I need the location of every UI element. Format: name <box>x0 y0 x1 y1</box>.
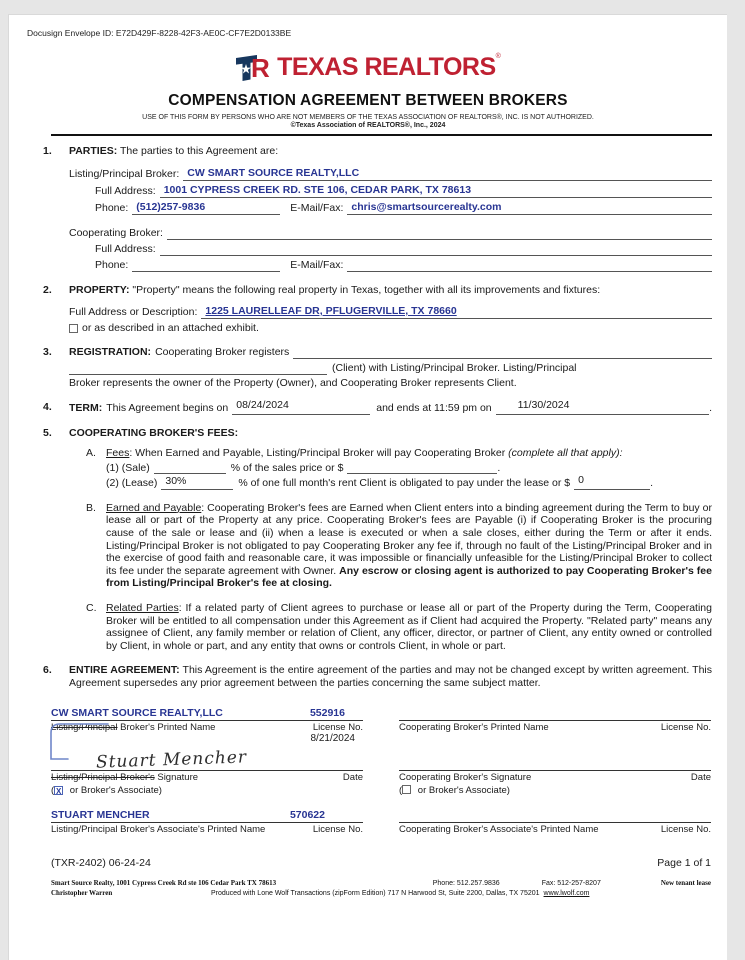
listing-address-label: Full Address: <box>95 185 156 197</box>
associate-license-label: License No. <box>312 824 363 836</box>
fees-term: Fees <box>106 447 130 459</box>
item-letter: B. <box>86 501 96 514</box>
listing-associate-checkbox[interactable]: X <box>56 787 62 797</box>
paren-open: ( <box>399 785 403 797</box>
coop-associate-checkbox[interactable] <box>402 785 411 794</box>
coop-printed-name-label: Cooperating Broker's Printed Name <box>399 722 549 734</box>
field-registered-client-2[interactable] <box>69 363 327 375</box>
exhibit-label: or as described in an attached exhibit. <box>82 322 259 334</box>
section-term-label: TERM: <box>69 402 103 414</box>
section-property-label: PROPERTY: <box>69 284 130 296</box>
texas-realtors-logo-icon <box>235 52 271 83</box>
section-entire-label: ENTIRE AGREEMENT: <box>69 664 180 677</box>
term-pre-text: This Agreement begins on <box>106 402 229 414</box>
term-period: . <box>709 402 712 414</box>
field-listing-email[interactable] <box>347 201 712 215</box>
associate-printed-name-value[interactable]: STUART MENCHER <box>51 809 150 822</box>
field-property-address[interactable] <box>201 305 712 319</box>
earned-payable-term: Earned and Payable <box>106 501 202 514</box>
texas-realtors-logo <box>9 52 727 83</box>
field-sale-percent[interactable] <box>154 462 226 474</box>
footer-lease-tag: New tenant lease <box>660 879 711 888</box>
signature-date-value: 8/21/2024 <box>310 733 355 745</box>
related-parties-text: : If a related party of Client agrees to purchase or lease all or part of the Property during the Term, Cooperating Broker will be entitled to all compensation under this Agreement as if Client had acquired the Property. "Related party" means any assignee of Client, any family member or relation of Client, any officer, director, or partner of Client, any entity owned or controlled by Client, in whole or part, and any entity that owns or controls Client, in whole or part. <box>106 601 712 652</box>
header-rule <box>51 134 712 136</box>
fees-item-c <box>86 602 712 652</box>
coop-associate-printed-name-field[interactable] <box>399 808 711 823</box>
item-letter: C. <box>86 601 97 614</box>
listing-broker-signature-block <box>51 706 363 835</box>
section-parties <box>9 145 712 272</box>
sale-fee-label: (1) (Sale) <box>106 461 150 474</box>
section-fees <box>9 427 712 652</box>
section-number: 6. <box>43 664 52 677</box>
fees-a-italic: (complete all that apply): <box>508 447 623 459</box>
field-coop-address[interactable] <box>160 244 712 256</box>
section-fees-label: COOPERATING BROKER'S FEES: <box>69 427 239 439</box>
coop-signature-field[interactable] <box>399 746 711 771</box>
page-indicator: Page 1 of 1 <box>657 857 711 870</box>
listing-address-value: 1001 CYPRESS CREEK RD. STE 106, CEDAR PARK, TX 78613 <box>163 184 472 196</box>
brand-wordmark: TEXAS REALTORS <box>277 53 496 81</box>
struck-listing-principal: Listing/Principal <box>51 722 118 734</box>
listing-associate-checkbox-label: or Broker's Associate) <box>67 785 162 797</box>
listing-license-label: License No. <box>312 722 363 734</box>
listing-phone-value: (512)257-9836 <box>136 201 206 213</box>
fees-item-b <box>86 502 712 590</box>
section-number: 2. <box>43 284 52 296</box>
signature-label-rest: Signature <box>154 772 199 784</box>
lease-fee-mid: % of one full month's rent Client is obligated to pay under the lease or $ <box>238 477 571 490</box>
struck-listing-principal-brokers: Listing/Principal Broker's <box>51 772 155 784</box>
coop-address-label: Full Address: <box>95 243 156 255</box>
listing-signature-label <box>51 772 198 783</box>
earned-payable-bold: Any escrow or closing agent is authorized to pay Cooperating Broker's fee from Listing/Principal Broker's fee at closing. <box>106 564 712 590</box>
coop-printed-name-field[interactable] <box>399 706 711 721</box>
field-lease-percent[interactable] <box>161 476 233 490</box>
field-end-date[interactable] <box>496 401 709 415</box>
listing-printed-name-label <box>51 722 215 733</box>
fees-item-a <box>86 447 712 490</box>
coop-phone-label: Phone: <box>95 259 129 271</box>
coop-associate-checkbox-label: or Broker's Associate) <box>415 785 510 797</box>
footer-produced-line: Produced with Lone Wolf Transactions (zipForm Edition) 717 N Harwood St, Suite 2200, Dallas, TX 75201 <box>211 890 540 898</box>
section-property-text: "Property" means the following real property in Texas, together with all its improvements and fixtures: <box>132 284 601 296</box>
section-number: 3. <box>43 346 52 358</box>
svg-text:R: R <box>251 53 270 83</box>
field-sale-amount[interactable] <box>347 462 497 474</box>
document-page <box>8 14 727 960</box>
printed-name-label-rest: Broker's Printed Name <box>117 722 216 734</box>
associate-license-value[interactable]: 570622 <box>289 809 325 822</box>
coop-email-label: E-Mail/Fax: <box>290 259 344 271</box>
property-address-label: Full Address or Description: <box>69 306 198 318</box>
docusign-envelope-id: Docusign Envelope ID: E72D429F-8228-42F3-AE0C-CF7E2D0133BE <box>27 28 292 38</box>
field-listing-address[interactable] <box>160 184 712 198</box>
field-coop-phone[interactable] <box>132 260 280 272</box>
coop-signature-label: Cooperating Broker's Signature <box>399 772 532 784</box>
coop-date-label: Date <box>690 772 711 784</box>
earned-payable-text: : Cooperating Broker's fees are Earned when Client enters into a binding agreement during the Term to buy or lease all or part of the Property at any price. Cooperating Broker's fees are Payable (i) if Cooperating Broker is the procuring cause of the sale or lease and (ii) when a lease is executed or when a sale closes, either during the Term or after it ends. Listing/Principal Broker is not obligated to pay Cooperating Broker any fee if, through no fault of the Listing/Principal Broker and in the exercise of good faith and reasonable care, it was impossible or financially unfeasible for the Listing/Principal Broker to collect its fee under the separate agreement with Owner. <box>106 501 712 577</box>
field-coop-broker-name[interactable] <box>167 228 712 240</box>
exhibit-checkbox[interactable] <box>69 324 78 333</box>
listing-broker-label: Listing/Principal Broker: <box>69 168 180 180</box>
section-number: 5. <box>43 427 52 439</box>
lease-fee-period: . <box>650 477 654 490</box>
field-coop-email[interactable] <box>347 260 712 272</box>
lease-amount-value: 0 <box>578 474 584 487</box>
registered-mark: ® <box>495 53 501 60</box>
sale-fee-mid: % of the sales price or $ <box>230 461 344 474</box>
fees-a-text: : When Earned and Payable, Listing/Principal Broker will pay Cooperating Broker <box>129 447 509 459</box>
listing-broker-signature-field[interactable] <box>51 746 363 771</box>
section-term <box>9 401 712 415</box>
listing-email-label: E-Mail/Fax: <box>290 202 344 214</box>
begin-date-value: 08/24/2024 <box>236 399 289 411</box>
lease-percent-value: 30% <box>165 475 187 488</box>
listing-date-label: Date <box>342 772 363 784</box>
listing-printed-name-value[interactable]: CW SMART SOURCE REALTY,LLC <box>51 707 223 720</box>
section-number: 1. <box>43 145 52 157</box>
item-letter: A. <box>86 447 96 459</box>
section-registration <box>9 346 712 390</box>
field-lease-amount[interactable] <box>574 476 650 490</box>
section-entire-text: This Agreement is the entire agreement of the parties and may not be changed except by written agreement. This Agreement supersedes any prior agreement between the parties concerning the same subject matter. <box>69 664 712 690</box>
coop-associate-license-label: License No. <box>660 824 711 836</box>
term-mid-text: and ends at 11:59 pm on <box>376 402 492 414</box>
associate-printed-name-label: Listing/Principal Broker's Associate's Printed Name <box>51 824 266 836</box>
sale-fee-period: . <box>497 461 501 474</box>
section-parties-intro: The parties to this Agreement are: <box>119 145 279 157</box>
broker-footer <box>51 879 711 897</box>
field-listing-phone[interactable] <box>132 201 280 215</box>
footer-office-line: Smart Source Realty, 1001 Cypress Creek Rd ste 106 Cedar Park TX 78613 <box>51 879 277 888</box>
section-property <box>9 284 712 335</box>
field-begin-date[interactable] <box>232 401 370 415</box>
listing-phone-label: Phone: <box>95 202 129 214</box>
section-registration-label: REGISTRATION: <box>69 346 152 358</box>
end-date-value: 11/30/2024 <box>517 399 570 411</box>
coop-broker-label: Cooperating Broker: <box>69 227 163 239</box>
listing-email-value: chris@smartsourcerealty.com <box>351 201 502 213</box>
listing-broker-name-value: CW SMART SOURCE REALTY,LLC <box>187 167 360 179</box>
lease-fee-label: (2) (Lease) <box>106 477 158 490</box>
field-registered-client-1[interactable] <box>293 347 712 359</box>
listing-license-value[interactable]: 552916 <box>309 707 345 720</box>
handwritten-signature: Stuart Mencher <box>95 747 248 773</box>
paren-open: ( <box>51 785 55 797</box>
coop-broker-signature-block <box>399 706 711 835</box>
footer-fax: Fax: 512-257-8207 <box>541 880 601 888</box>
coop-license-label: License No. <box>660 722 711 734</box>
authorization-notice: USE OF THIS FORM BY PERSONS WHO ARE NOT MEMBERS OF THE TEXAS ASSOCIATION OF REALTORS®, INC. IS NOT AUTHORIZED. <box>142 114 594 121</box>
property-address-value: 1225 LAURELLEAF DR, PFLUGERVILLE, TX 78660 <box>205 305 457 317</box>
registration-line1: Cooperating Broker registers <box>155 346 290 358</box>
registration-line3: Broker represents the owner of the Property (Owner), and Cooperating Broker represents Client. <box>69 377 517 389</box>
footer-agent-name: Christopher Warren <box>51 889 113 898</box>
copyright-line: ©Texas Association of REALTORS®, Inc., 2024 <box>290 122 446 129</box>
section-entire-agreement <box>9 664 712 690</box>
signature-area <box>51 706 711 835</box>
section-parties-label: PARTIES: <box>69 145 118 157</box>
lwolf-link[interactable]: www.lwolf.com <box>543 890 590 898</box>
section-number: 4. <box>43 401 52 413</box>
coop-associate-printed-name-label: Cooperating Broker's Associate's Printed Name <box>399 824 599 836</box>
field-listing-broker-name[interactable] <box>183 167 712 181</box>
form-title: COMPENSATION AGREEMENT BETWEEN BROKERS <box>168 92 568 109</box>
related-parties-term: Related Parties <box>106 601 179 614</box>
registration-line2: (Client) with Listing/Principal Broker. Listing/Principal <box>332 362 577 374</box>
form-code: (TXR-2402) 06-24-24 <box>51 857 151 870</box>
footer-phone: Phone: 512.257.9836 <box>432 880 500 888</box>
